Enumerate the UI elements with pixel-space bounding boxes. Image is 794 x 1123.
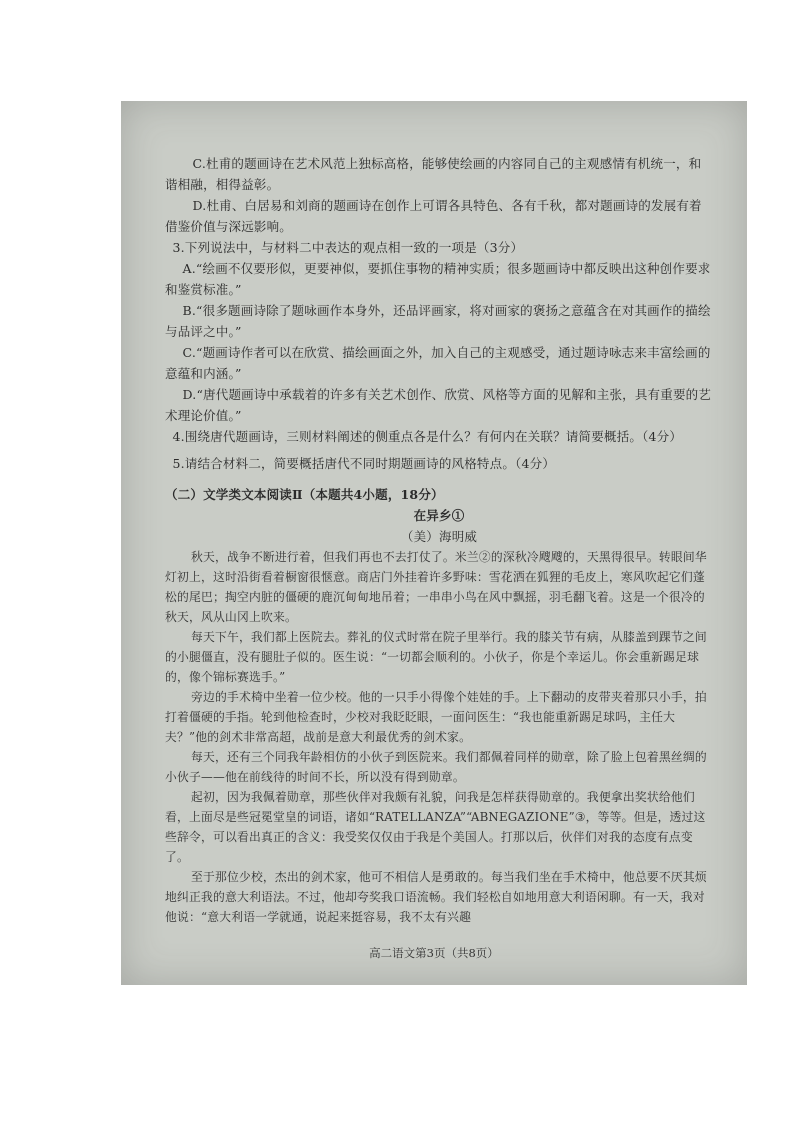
question-3-option-d: D.“唐代题画诗中承载着的许多有关艺术创作、欣赏、风格等方面的见解和主张，具有重要的艺术理论价值。” <box>165 387 712 423</box>
story-paragraph: 至于那位少校，杰出的剑术家，他可不相信人是勇敢的。每当我们坐在手术椅中，他总要不厌其烦地纠正我的意大利语法。不过，他却夸奖我口语流畅。我们轻松自如地用意大利语闲聊。有一天，我对他说：“意大利语一学就通，说起来挺容易，我不太有兴趣 <box>165 870 707 924</box>
story-paragraph: 每天下午，我们都上医院去。葬礼的仪式时常在院子里举行。我的膝关节有病，从膝盖到踝节之间的小腿僵直，没有腿肚子似的。医生说：“一切都会顺利的。小伙子，你是个幸运儿。你会重新踢足球的，像个锦标赛选手。” <box>165 630 707 684</box>
page-footer: 高二语文第3页（共8页） <box>369 946 499 960</box>
question-3-option-a: A.“绘画不仅要形似，更要神似，要抓住事物的精神实质；很多题画诗中都反映出这种创作要求和鉴赏标准。” <box>165 261 711 297</box>
story-body <box>165 547 713 927</box>
question-3-option-b: B.“很多题画诗除了题咏画作本身外，还品评画家，将对画家的褒扬之意蕴含在对其画作的描绘与品评之中。” <box>165 303 711 339</box>
story-title: 在异乡① <box>413 508 465 523</box>
story-paragraph: 秋天，战争不断进行着，但我们再也不去打仗了。米兰②的深秋冷飕飕的，天黑得很早。转眼间华灯初上，这时沿街看着橱窗很惬意。商店门外挂着许多野味：雪花洒在狐狸的毛皮上，寒风吹起它们蓬松的尾巴；掏空内脏的僵硬的鹿沉甸甸地吊着；一串串小鸟在风中飘摇，羽毛翻飞着。这是一个很冷的秋天，风从山冈上吹来。 <box>165 550 707 624</box>
question-4: 4.围绕唐代题画诗，三则材料阐述的侧重点各是什么？有何内在关联？请简要概括。（4分） <box>172 429 683 444</box>
exam-page-text <box>165 153 713 927</box>
story-paragraph: 旁边的手术椅中坐着一位少校。他的一只手小得像个娃娃的手。上下翻动的皮带夹着那只小手，拍打着僵硬的手指。轮到他检查时，少校对我眨眨眼，一面问医生：“我也能重新踢足球吗，主任大夫？”他的剑术非常高超，战前是意大利最优秀的剑术家。 <box>165 690 707 744</box>
option-c-text: C.杜甫的题画诗在艺术风范上独标高格，能够使绘画的内容同自己的主观感情有机统一，和谐相融，相得益彰。 <box>165 156 702 192</box>
section-heading: （二）文学类文本阅读Ⅱ（本题共4小题，18分） <box>165 487 444 502</box>
story-paragraph: 起初，因为我佩着勋章，那些伙伴对我颇有礼貌，问我是怎样获得勋章的。我便拿出奖状给他们看，上面尽是些冠冕堂皇的词语，诸如“RATELLANZA”“ABNEGAZIONE”③，等等。但是，透过这些辞令，可以看出真正的含义：我受奖仅仅由于我是个美国人。打那以后，伙伴们对我的态度有点变了。 <box>165 790 706 864</box>
question-3-option-c: C.“题画诗作者可以在欣赏、描绘画面之外，加入自己的主观感受，通过题诗咏志来丰富绘画的意蕴和内涵。” <box>165 345 711 381</box>
story-author: （美）海明威 <box>400 529 478 544</box>
question-3: 3.下列说法中，与材料二中表达的观点相一致的一项是（3分） <box>172 240 524 255</box>
story-paragraph: 每天，还有三个同我年龄相仿的小伙子到医院来。我们都佩着同样的勋章，除了脸上包着黑丝绸的小伙子——他在前线待的时间不长，所以没有得到勋章。 <box>165 750 707 784</box>
option-d-text: D.杜甫、白居易和刘商的题画诗在创作上可谓各具特色、各有千秋，都对题画诗的发展有着借鉴价值与深远影响。 <box>165 198 702 234</box>
scanned-page-photo <box>121 101 747 985</box>
question-5: 5.请结合材料二，简要概括唐代不同时期题画诗的风格特点。（4分） <box>172 456 556 471</box>
